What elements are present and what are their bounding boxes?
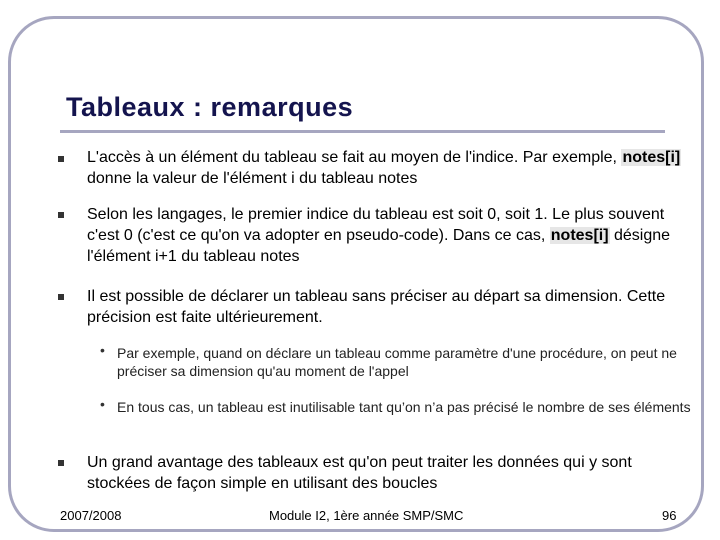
bullet-4-text: Un grand avantage des tableaux est qu'on peut traiter les données qui y sont stockées de façon simple en utilisant des boucles	[87, 454, 632, 492]
bullet-marker	[58, 294, 64, 300]
bullet-1-post: donne la valeur de l'élément i du tableau notes	[87, 170, 418, 187]
bullet-3-text: Il est possible de déclarer un tableau sans préciser au départ sa dimension. Cette précision est faite ultérieurement.	[87, 288, 666, 326]
bullet-marker	[58, 460, 64, 466]
sub-bullet-1-text: Par exemple, quand on déclare un tableau comme paramètre d'une procédure, on peut ne préciser sa dimension qu'au moment de l'appel	[117, 345, 677, 379]
footer-date: 2007/2008	[60, 508, 122, 523]
sub-bullet-2-text: En tous cas, un tableau est inutilisable tant qu’on n’a pas précisé le nombre de ses éléments	[117, 399, 691, 415]
bullet-2-post: désigne l'élément i+1 du tableau notes	[87, 227, 671, 265]
title-underline	[60, 130, 665, 133]
footer-page-number: 96	[662, 508, 677, 523]
bullet-marker	[58, 156, 64, 162]
bullet-2-code: notes[i]	[550, 227, 609, 244]
bullet-1-pre: L'accès à un élément du tableau se fait au moyen de l'indice. Par exemple,	[87, 149, 622, 166]
slide-title: Tableaux : remarques	[66, 92, 354, 122]
bullet-1-code: notes[i]	[622, 149, 681, 166]
bullet-marker	[58, 212, 64, 218]
sub-bullet-marker: •	[100, 342, 105, 358]
sub-bullet-marker: •	[100, 396, 105, 412]
footer-module: Module I2, 1ère année SMP/SMC	[269, 508, 464, 523]
bullet-2-pre: Selon les langages, le premier indice du tableau est soit 0, soit 1. Le plus souvent c'est 0 (c'est ce qu'on va adopter en pseudo-code). Dans ce cas,	[87, 206, 665, 244]
bullet-1-text	[87, 147, 697, 189]
bullet-2-text	[87, 204, 687, 267]
